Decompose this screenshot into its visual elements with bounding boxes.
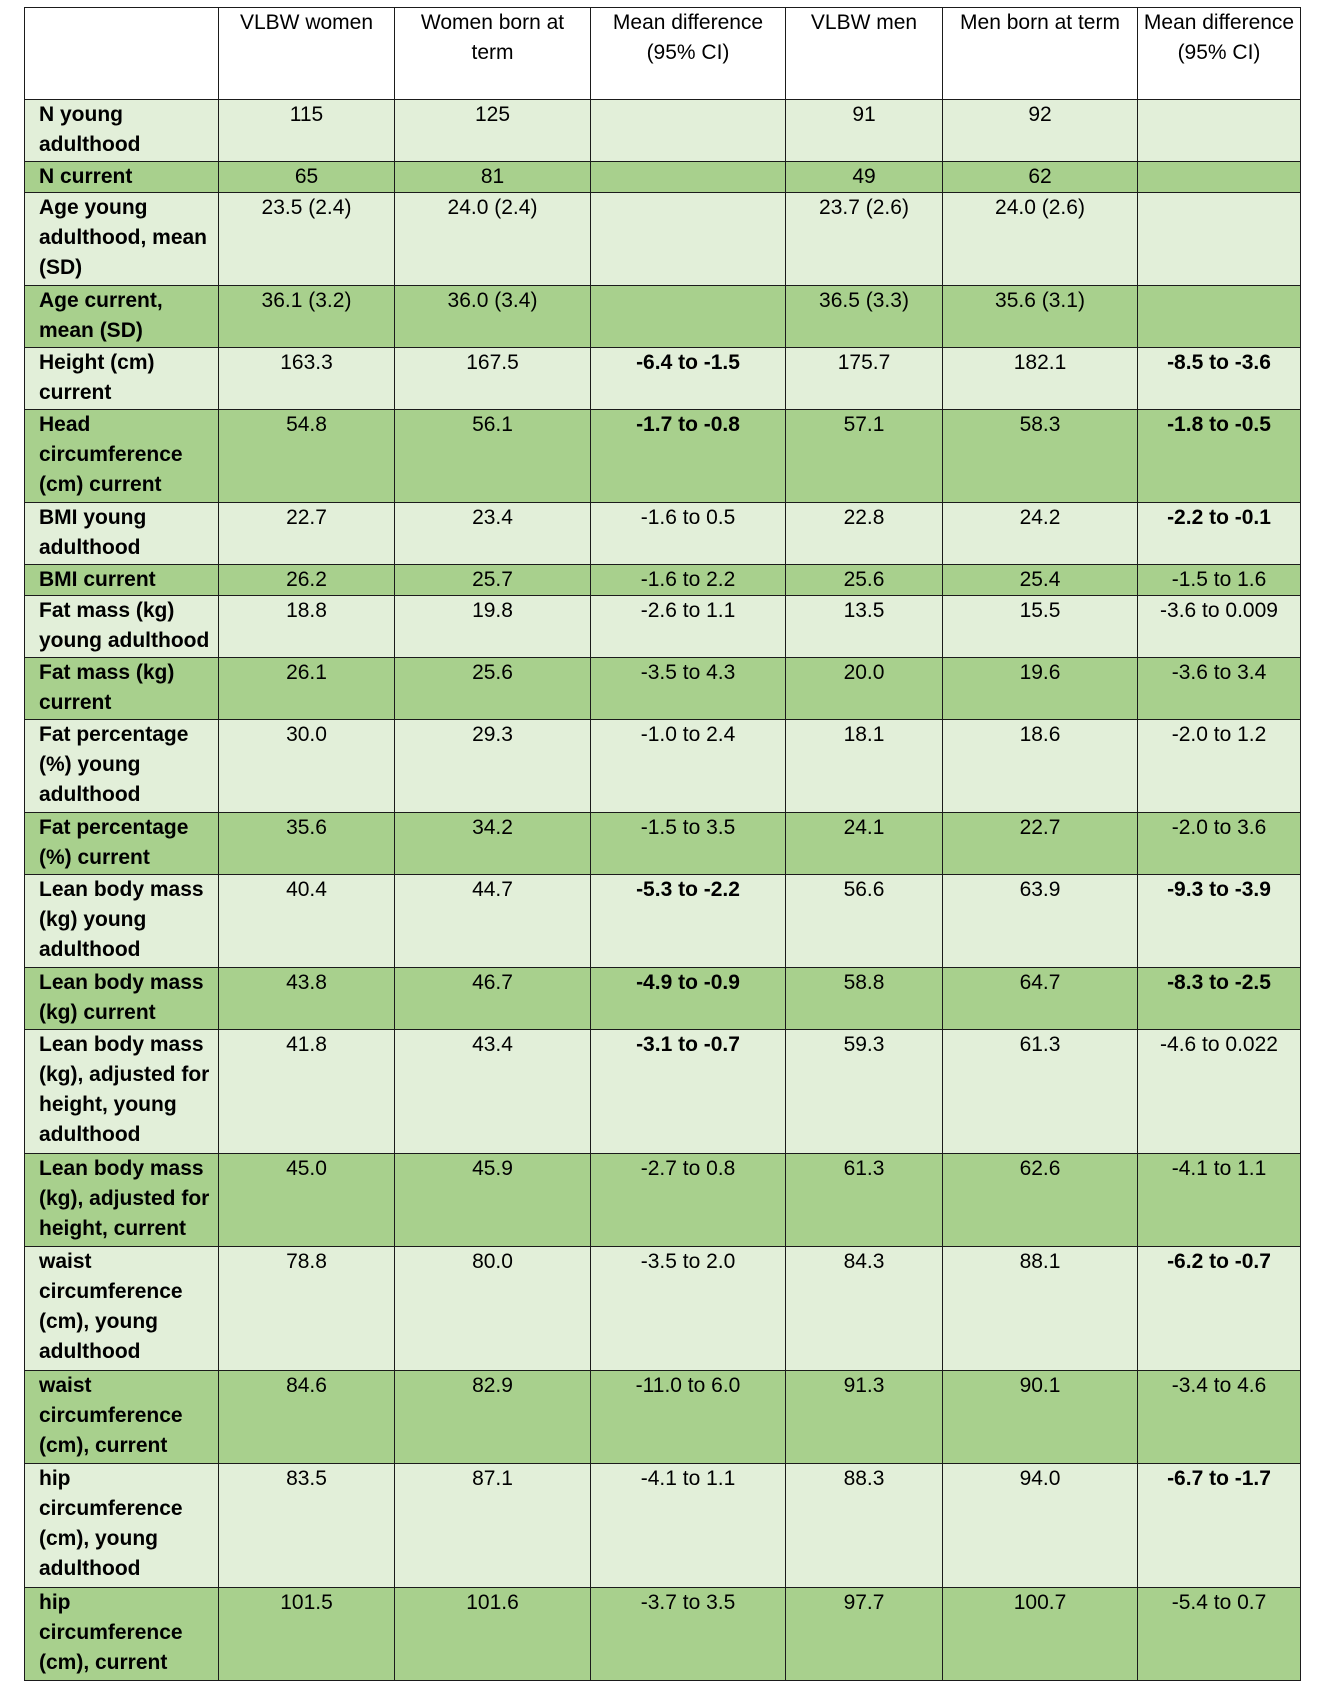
header-women-term: Women born at term	[395, 8, 591, 100]
header-men-term: Men born at term	[943, 8, 1138, 100]
diff-women-value: -4.1 to 1.1	[591, 1464, 786, 1588]
body-composition-table	[24, 7, 1301, 1681]
vlbw-women-value: 65	[219, 162, 395, 193]
diff-men-value: -2.0 to 1.2	[1138, 720, 1301, 813]
table-row	[25, 968, 1301, 1030]
diff-women-value: -3.7 to 3.5	[591, 1588, 786, 1681]
diff-men-value: -8.5 to -3.6	[1138, 348, 1301, 410]
diff-women-value: -2.6 to 1.1	[591, 596, 786, 658]
row-label: Age current, mean (SD)	[25, 286, 219, 348]
vlbw-women-value: 26.2	[219, 565, 395, 596]
term-women-value: 44.7	[395, 875, 591, 968]
diff-women-value	[591, 193, 786, 286]
term-women-value: 167.5	[395, 348, 591, 410]
vlbw-men-value: 59.3	[786, 1030, 943, 1154]
table-row	[25, 1247, 1301, 1371]
table-row	[25, 596, 1301, 658]
diff-men-value: -4.1 to 1.1	[1138, 1154, 1301, 1247]
vlbw-men-value: 84.3	[786, 1247, 943, 1371]
diff-women-value	[591, 286, 786, 348]
term-men-value: 62	[943, 162, 1138, 193]
diff-women-value: -6.4 to -1.5	[591, 348, 786, 410]
vlbw-women-value: 23.5 (2.4)	[219, 193, 395, 286]
term-men-value: 63.9	[943, 875, 1138, 968]
header-vlbw-women: VLBW women	[219, 8, 395, 100]
diff-men-value: -3.6 to 3.4	[1138, 658, 1301, 720]
vlbw-women-value: 78.8	[219, 1247, 395, 1371]
vlbw-men-value: 24.1	[786, 813, 943, 875]
diff-men-value: -9.3 to -3.9	[1138, 875, 1301, 968]
table-row	[25, 348, 1301, 410]
table-row	[25, 1464, 1301, 1588]
vlbw-men-value: 22.8	[786, 503, 943, 565]
vlbw-women-value: 18.8	[219, 596, 395, 658]
vlbw-men-value: 91.3	[786, 1371, 943, 1464]
row-label: Lean body mass (kg) young adulthood	[25, 875, 219, 968]
diff-men-value	[1138, 100, 1301, 162]
diff-men-value: -1.5 to 1.6	[1138, 565, 1301, 596]
vlbw-men-value: 36.5 (3.3)	[786, 286, 943, 348]
diff-women-value: -4.9 to -0.9	[591, 968, 786, 1030]
row-label: BMI young adulthood	[25, 503, 219, 565]
header-diff-women: Mean difference (95% CI)	[591, 8, 786, 100]
vlbw-men-value: 91	[786, 100, 943, 162]
vlbw-men-value: 18.1	[786, 720, 943, 813]
row-label: hip circumference (cm), current	[25, 1588, 219, 1681]
table-row	[25, 720, 1301, 813]
row-label: Lean body mass (kg), adjusted for height, current	[25, 1154, 219, 1247]
diff-men-value: -4.6 to 0.022	[1138, 1030, 1301, 1154]
diff-men-value: -5.4 to 0.7	[1138, 1588, 1301, 1681]
table-row	[25, 193, 1301, 286]
diff-men-value: -2.0 to 3.6	[1138, 813, 1301, 875]
vlbw-women-value: 54.8	[219, 410, 395, 503]
row-label: waist circumference (cm), current	[25, 1371, 219, 1464]
term-men-value: 35.6 (3.1)	[943, 286, 1138, 348]
vlbw-women-value: 43.8	[219, 968, 395, 1030]
table-row	[25, 1588, 1301, 1681]
diff-women-value: -3.5 to 4.3	[591, 658, 786, 720]
diff-men-value: -3.4 to 4.6	[1138, 1371, 1301, 1464]
row-label: N young adulthood	[25, 100, 219, 162]
term-men-value: 64.7	[943, 968, 1138, 1030]
term-men-value: 88.1	[943, 1247, 1138, 1371]
term-women-value: 80.0	[395, 1247, 591, 1371]
row-label: N current	[25, 162, 219, 193]
diff-men-value: -3.6 to 0.009	[1138, 596, 1301, 658]
vlbw-women-value: 30.0	[219, 720, 395, 813]
term-women-value: 87.1	[395, 1464, 591, 1588]
term-men-value: 58.3	[943, 410, 1138, 503]
row-label: hip circumference (cm), young adulthood	[25, 1464, 219, 1588]
term-men-value: 62.6	[943, 1154, 1138, 1247]
term-women-value: 82.9	[395, 1371, 591, 1464]
vlbw-men-value: 57.1	[786, 410, 943, 503]
table-row	[25, 658, 1301, 720]
term-men-value: 92	[943, 100, 1138, 162]
diff-women-value: -1.6 to 2.2	[591, 565, 786, 596]
diff-men-value	[1138, 193, 1301, 286]
vlbw-men-value: 23.7 (2.6)	[786, 193, 943, 286]
term-men-value: 182.1	[943, 348, 1138, 410]
row-label: Fat percentage (%) young adulthood	[25, 720, 219, 813]
vlbw-women-value: 41.8	[219, 1030, 395, 1154]
vlbw-women-value: 163.3	[219, 348, 395, 410]
vlbw-women-value: 26.1	[219, 658, 395, 720]
vlbw-women-value: 22.7	[219, 503, 395, 565]
row-label: Height (cm) current	[25, 348, 219, 410]
vlbw-men-value: 20.0	[786, 658, 943, 720]
vlbw-men-value: 61.3	[786, 1154, 943, 1247]
term-men-value: 22.7	[943, 813, 1138, 875]
vlbw-men-value: 49	[786, 162, 943, 193]
diff-women-value: -3.5 to 2.0	[591, 1247, 786, 1371]
table-row	[25, 813, 1301, 875]
vlbw-men-value: 25.6	[786, 565, 943, 596]
row-label: Fat percentage (%) current	[25, 813, 219, 875]
table-row	[25, 875, 1301, 968]
term-men-value: 15.5	[943, 596, 1138, 658]
vlbw-men-value: 13.5	[786, 596, 943, 658]
term-men-value: 100.7	[943, 1588, 1138, 1681]
table-row	[25, 503, 1301, 565]
diff-women-value: -5.3 to -2.2	[591, 875, 786, 968]
vlbw-men-value: 56.6	[786, 875, 943, 968]
diff-men-value: -1.8 to -0.5	[1138, 410, 1301, 503]
diff-men-value: -6.2 to -0.7	[1138, 1247, 1301, 1371]
term-women-value: 43.4	[395, 1030, 591, 1154]
table-row	[25, 1030, 1301, 1154]
term-men-value: 90.1	[943, 1371, 1138, 1464]
term-women-value: 45.9	[395, 1154, 591, 1247]
term-women-value: 36.0 (3.4)	[395, 286, 591, 348]
diff-men-value: -2.2 to -0.1	[1138, 503, 1301, 565]
vlbw-women-value: 45.0	[219, 1154, 395, 1247]
row-label: Lean body mass (kg), adjusted for height, young adulthood	[25, 1030, 219, 1154]
term-women-value: 101.6	[395, 1588, 591, 1681]
row-label: Lean body mass (kg) current	[25, 968, 219, 1030]
header-vlbw-men: VLBW men	[786, 8, 943, 100]
vlbw-men-value: 88.3	[786, 1464, 943, 1588]
header-diff-men: Mean difference (95% CI)	[1138, 8, 1301, 100]
table-row	[25, 162, 1301, 193]
diff-women-value: -1.5 to 3.5	[591, 813, 786, 875]
header-empty-cell	[25, 8, 219, 100]
diff-men-value: -8.3 to -2.5	[1138, 968, 1301, 1030]
term-men-value: 61.3	[943, 1030, 1138, 1154]
row-label: BMI current	[25, 565, 219, 596]
term-men-value: 94.0	[943, 1464, 1138, 1588]
diff-women-value	[591, 100, 786, 162]
term-women-value: 125	[395, 100, 591, 162]
diff-women-value: -11.0 to 6.0	[591, 1371, 786, 1464]
term-women-value: 81	[395, 162, 591, 193]
row-label: Head circumference (cm) current	[25, 410, 219, 503]
vlbw-men-value: 97.7	[786, 1588, 943, 1681]
vlbw-women-value: 36.1 (3.2)	[219, 286, 395, 348]
term-men-value: 24.2	[943, 503, 1138, 565]
term-men-value: 25.4	[943, 565, 1138, 596]
row-label: Fat mass (kg) young adulthood	[25, 596, 219, 658]
vlbw-men-value: 58.8	[786, 968, 943, 1030]
vlbw-women-value: 40.4	[219, 875, 395, 968]
row-label: waist circumference (cm), young adulthood	[25, 1247, 219, 1371]
vlbw-women-value: 35.6	[219, 813, 395, 875]
term-men-value: 24.0 (2.6)	[943, 193, 1138, 286]
term-men-value: 19.6	[943, 658, 1138, 720]
term-women-value: 46.7	[395, 968, 591, 1030]
vlbw-men-value: 175.7	[786, 348, 943, 410]
diff-men-value	[1138, 286, 1301, 348]
diff-women-value: -1.7 to -0.8	[591, 410, 786, 503]
diff-women-value	[591, 162, 786, 193]
table-row	[25, 1371, 1301, 1464]
term-women-value: 56.1	[395, 410, 591, 503]
table-row	[25, 1154, 1301, 1247]
term-women-value: 34.2	[395, 813, 591, 875]
table-row	[25, 286, 1301, 348]
vlbw-women-value: 83.5	[219, 1464, 395, 1588]
diff-women-value: -2.7 to 0.8	[591, 1154, 786, 1247]
vlbw-women-value: 84.6	[219, 1371, 395, 1464]
vlbw-women-value: 101.5	[219, 1588, 395, 1681]
vlbw-women-value: 115	[219, 100, 395, 162]
diff-men-value	[1138, 162, 1301, 193]
table-row	[25, 100, 1301, 162]
row-label: Fat mass (kg) current	[25, 658, 219, 720]
header-row	[25, 8, 1301, 100]
diff-men-value: -6.7 to -1.7	[1138, 1464, 1301, 1588]
term-women-value: 19.8	[395, 596, 591, 658]
table-row	[25, 565, 1301, 596]
term-women-value: 23.4	[395, 503, 591, 565]
diff-women-value: -1.6 to 0.5	[591, 503, 786, 565]
term-men-value: 18.6	[943, 720, 1138, 813]
diff-women-value: -3.1 to -0.7	[591, 1030, 786, 1154]
row-label: Age young adulthood, mean (SD)	[25, 193, 219, 286]
table-row	[25, 410, 1301, 503]
term-women-value: 24.0 (2.4)	[395, 193, 591, 286]
term-women-value: 25.7	[395, 565, 591, 596]
diff-women-value: -1.0 to 2.4	[591, 720, 786, 813]
term-women-value: 29.3	[395, 720, 591, 813]
term-women-value: 25.6	[395, 658, 591, 720]
